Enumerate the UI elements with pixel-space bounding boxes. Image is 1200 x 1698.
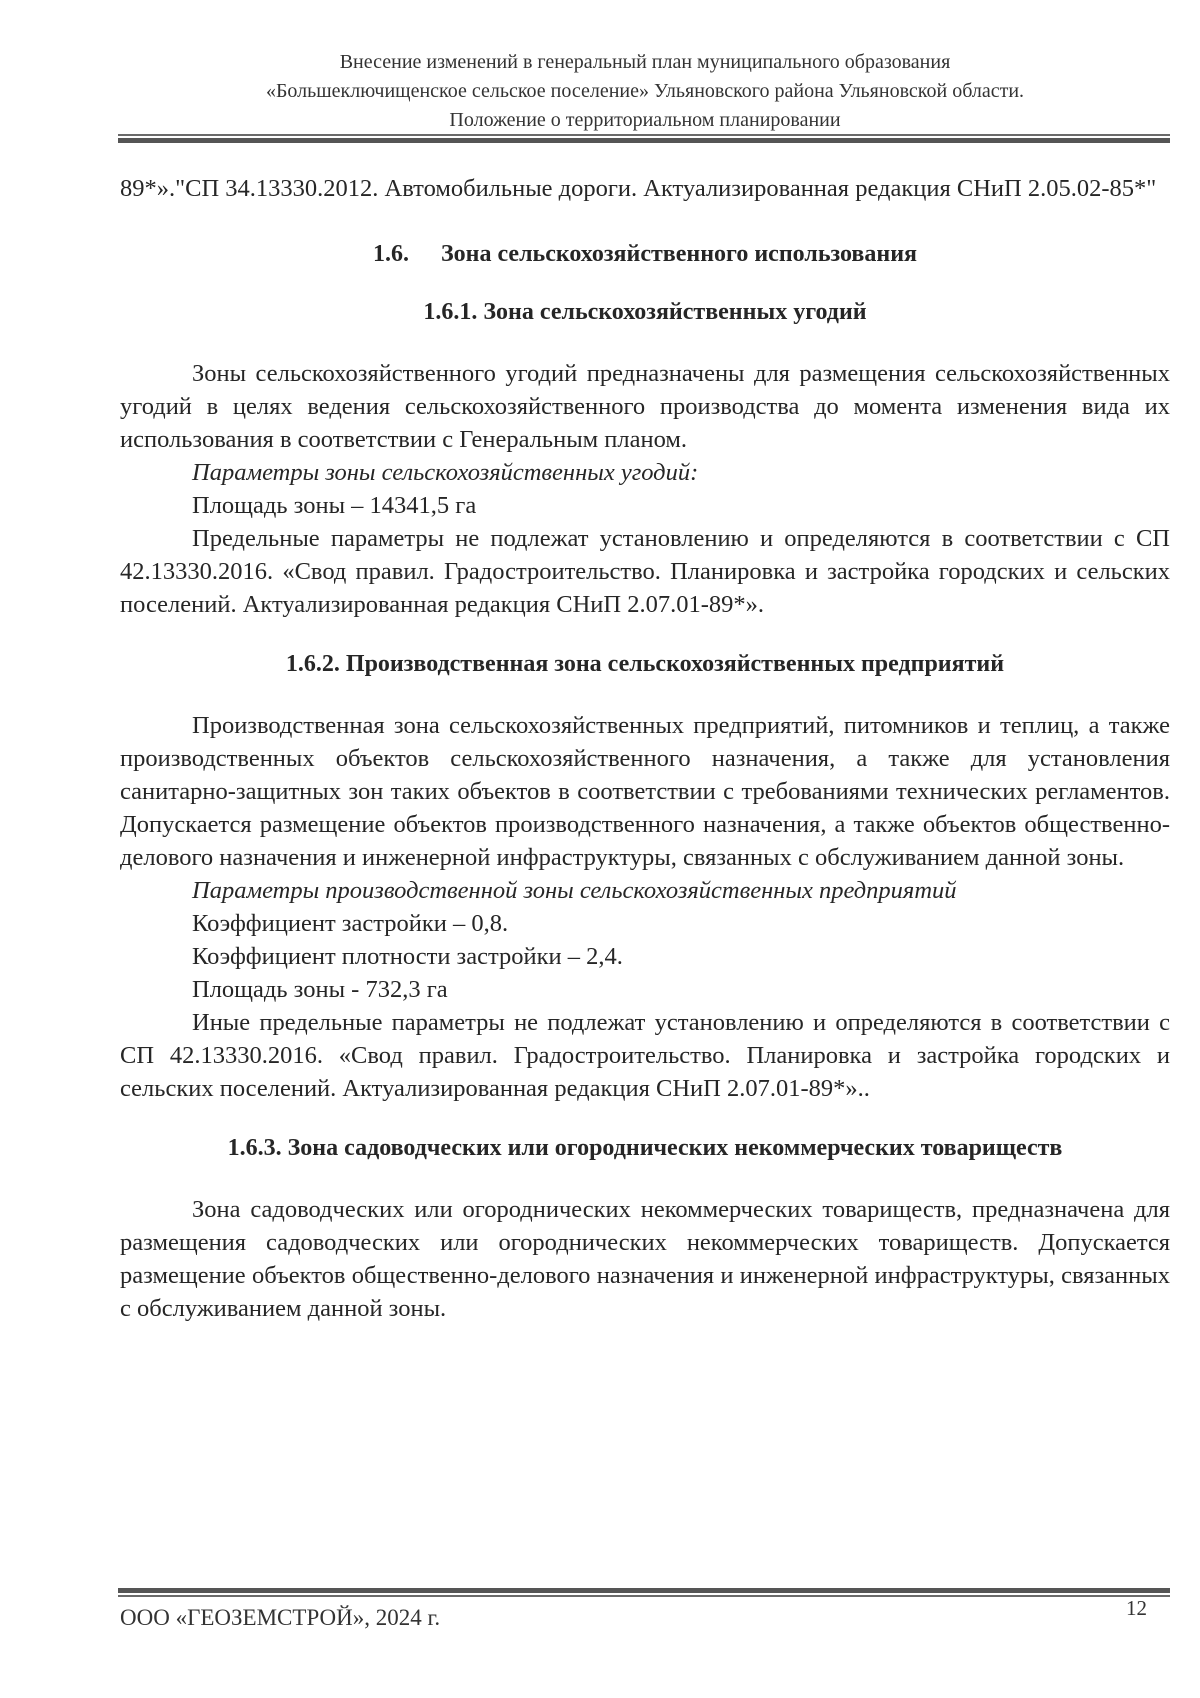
footer-company: ООО «ГЕОЗЕМСТРОЙ», 2024 г. [120,1605,441,1630]
section-1-6-2-params-title: Параметры производственной зоны сельскохозяйственных предприятий [192,877,957,904]
section-1-6-number: 1.6. [372,241,409,267]
section-1-6-1-params-title: Параметры зоны сельскохозяйственных угодий: [192,459,699,486]
footer-rule-thin [118,1595,1170,1597]
header-line-2: «Большеключищенское сельское поселение» Ульяновского района Ульяновской области. [265,80,1025,102]
header-rule-thin [118,134,1170,136]
header-line-3: Положение о территориальном планировании [449,109,841,131]
section-1-6-3-paragraph: Зона садоводческих или огороднических некоммерческих товариществ, предназначена для размещения садоводческих или огороднических некоммерческих товариществ. Допускается размещение объектов общественно-делового назначения и инженерной инфраструктуры, связанных с обслуживанием данной зоны. [120,1196,1170,1322]
intro-paragraph: 89*»."СП 34.13330.2012. Автомобильные дороги. Актуализированная редакция СНиП 2.05.02-85*" [120,175,1157,202]
section-1-6-1-limits-paragraph: Предельные параметры не подлежат установлению и определяются в соответствии с СП 42.13330.2016. «Свод правил. Градостроительство. Планировка и застройка городских и сельских поселений. Актуализированная редакция СНиП 2.07.01-89*». [120,525,1170,618]
section-1-6-title: Зона сельскохозяйственного использования [440,241,918,267]
section-1-6-heading [120,238,1170,271]
section-1-6-1-area: Площадь зоны – 14341,5 га [192,492,477,519]
page-header [120,48,1170,135]
section-1-6-2-paragraph: Производственная зона сельскохозяйственных предприятий, питомников и теплиц, а также производственных объектов сельскохозяйственного назначения, а также для установления санитарно-защитных зон таких объектов в соответствии с требованиями технических регламентов. Допускается размещение объектов производственного назначения, а также объектов общественно-делового назначения и инженерной инфраструктуры, связанных с обслуживанием данной зоны. [120,712,1170,871]
section-1-6-2-heading: 1.6.2. Производственная зона сельскохозяйственных предприятий [285,651,1005,677]
section-1-6-1-heading: 1.6.1. Зона сельскохозяйственных угодий [423,299,867,325]
footer-rule-thick [118,1588,1170,1593]
document-body [120,172,1170,1325]
header-line-1: Внесение изменений в генеральный план муниципального образования [339,51,951,73]
section-1-6-1-paragraph: Зоны сельскохозяйственного угодий предназначены для размещения сельскохозяйственных угодий в целях ведения сельскохозяйственного производства до момента изменения вида их использования в соответствии с Генеральным планом. [120,360,1170,453]
section-1-6-2-area: Площадь зоны - 732,3 га [192,976,448,1003]
page-number: 12 [1126,1596,1147,1620]
header-rule-thick [118,138,1170,143]
section-1-6-2-coef-building: Коэффициент застройки – 0,8. [192,910,509,937]
section-1-6-2-limits-paragraph: Иные предельные параметры не подлежат установлению и определяются в соответствии с СП 42.13330.2016. «Свод правил. Градостроительство. Планировка и застройка городских и сельских поселений. Актуализированная редакция СНиП 2.07.01-89*».. [120,1009,1170,1102]
section-1-6-3-heading: 1.6.3. Зона садоводческих или огороднических некоммерческих товариществ [227,1135,1063,1161]
section-1-6-2-coef-density: Коэффициент плотности застройки – 2,4. [192,943,623,970]
